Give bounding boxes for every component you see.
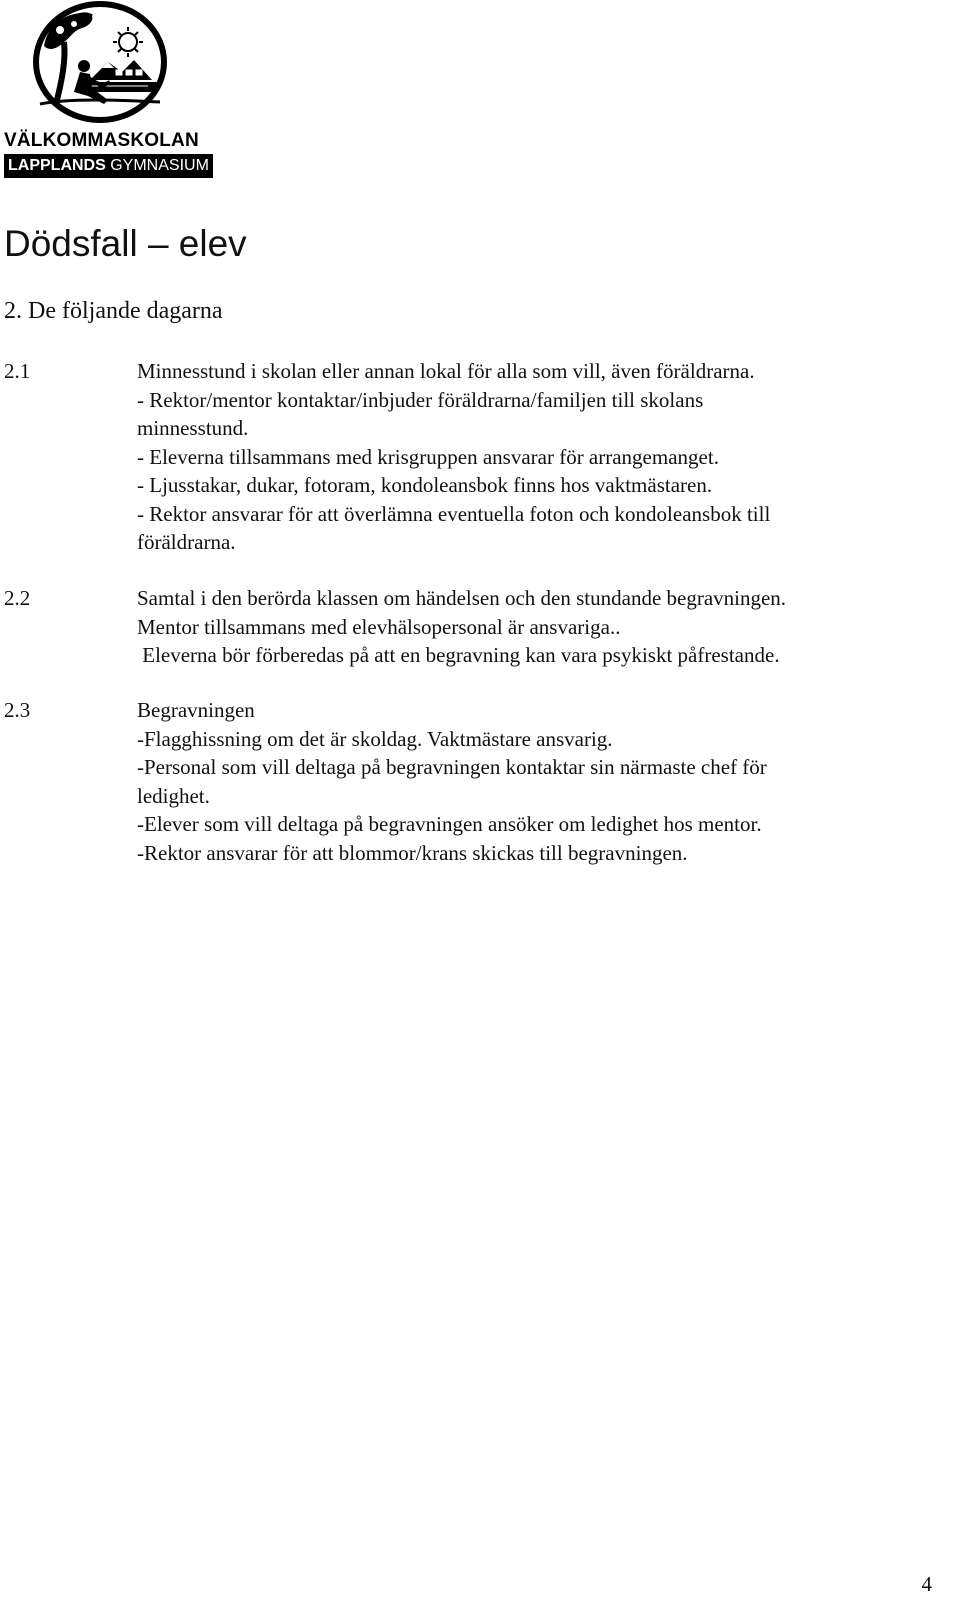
section-line: - Rektor/mentor kontaktar/inbjuder föräldrarna/familjen till skolans xyxy=(137,387,704,412)
section-line: Eleverna bör förberedas på att en begravning kan vara psykiskt påfrestande. xyxy=(137,643,780,667)
section-line: -Personal som vill deltaga på begravningen kontaktar sin närmaste chef för xyxy=(137,755,767,779)
page-number: 4 xyxy=(921,1572,932,1596)
section-line: Minnesstund i skolan eller annan lokal för alla som vill, även föräldrarna. xyxy=(137,359,755,383)
document-subtitle: 2. De följande dagarna xyxy=(4,298,223,324)
section-line: - Rektor ansvarar för att överlämna eventuella foton och kondoleansbok till xyxy=(137,501,771,526)
section-line: minnesstund. xyxy=(137,416,249,440)
section-body xyxy=(137,584,927,670)
section-line: Samtal i den berörda klassen om händelsen och den stundande begravningen. xyxy=(137,586,787,610)
section-body xyxy=(137,357,927,557)
section-line: Begravningen xyxy=(137,698,255,722)
section-number: 2.2 xyxy=(4,586,31,610)
section-body xyxy=(137,696,927,867)
section-line: föräldrarna. xyxy=(137,530,236,554)
section-line: - Ljusstakar, dukar, fotoram, kondoleansbok finns hos vaktmästaren. xyxy=(137,473,713,497)
school-emblem-icon xyxy=(30,0,170,124)
section-line: -Elever som vill deltaga på begravningen ansöker om ledighet hos mentor. xyxy=(137,812,762,836)
section-number: 2.1 xyxy=(4,359,31,383)
logo-school-name: VÄLKOMMASKOLAN xyxy=(4,130,199,151)
section-line: Mentor tillsammans med elevhälsopersonal är ansvariga.. xyxy=(137,614,621,639)
section-line: - Eleverna tillsammans med krisgruppen ansvarar för arrangemanget. xyxy=(137,444,719,469)
school-logo xyxy=(2,0,209,182)
logo-gymnasium-bar xyxy=(4,154,213,178)
section-line: -Rektor ansvarar för att blommor/krans skickas till begravningen. xyxy=(137,840,688,865)
logo-lapplands: LAPPLANDS xyxy=(8,157,106,174)
section-number: 2.3 xyxy=(4,698,31,722)
document-title: Dödsfall – elev xyxy=(4,223,247,264)
logo-gymnasium: GYMNASIUM xyxy=(110,157,209,174)
section-line: ledighet. xyxy=(137,783,210,808)
section-line: -Flagghissning om det är skoldag. Vaktmästare ansvarig. xyxy=(137,726,613,751)
